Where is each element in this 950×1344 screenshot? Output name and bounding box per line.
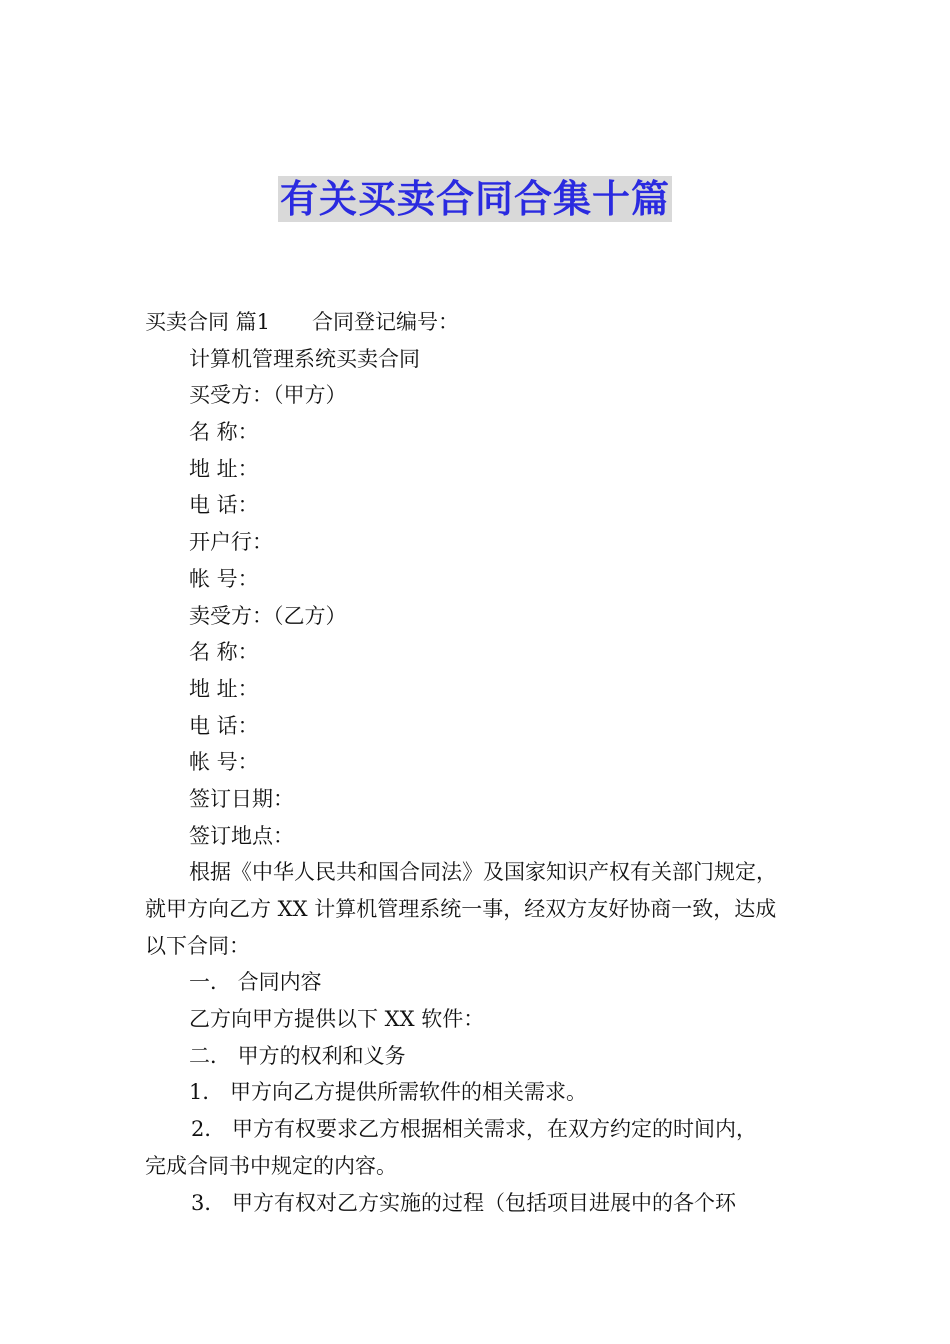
- buyer-address-field: 地 址：: [189, 456, 259, 481]
- list-item-3: 3． 甲方有权对乙方实施的过程（包括项目进展中的各个环: [191, 1190, 737, 1215]
- signing-date-field: 签订日期：: [189, 786, 294, 811]
- section-label: 买卖合同 篇1: [145, 310, 271, 334]
- section-text: 乙方向甲方提供以下 XX 软件：: [189, 1007, 485, 1032]
- buyer-name-field: 名 称：: [189, 420, 259, 445]
- seller-name-field: 名 称：: [189, 640, 259, 665]
- paragraph-line: 根据《中华人民共和国合同法》及国家知识产权有关部门规定，: [189, 860, 777, 885]
- buyer-heading: 买受方：（甲方）: [189, 383, 347, 408]
- signing-place-field: 签订地点：: [189, 823, 294, 848]
- buyer-account-field: 帐 号：: [189, 566, 259, 591]
- buyer-phone-field: 电 话：: [189, 493, 259, 518]
- paragraph-line: 就甲方向乙方 XX 计算机管理系统一事，经双方友好协商一致，达成: [145, 897, 777, 921]
- registration-number-label: 合同登记编号：: [312, 310, 460, 334]
- contract-name: 计算机管理系统买卖合同: [189, 346, 420, 371]
- header-line: [145, 304, 810, 341]
- section-heading-party-a-rights: 二． 甲方的权利和义务: [189, 1043, 406, 1068]
- title-container: [0, 176, 950, 222]
- seller-account-field: 帐 号：: [189, 750, 259, 775]
- paragraph-line: 以下合同：: [145, 933, 250, 958]
- list-item-2-continued: 完成合同书中规定的内容。: [145, 1153, 397, 1178]
- seller-phone-field: 电 话：: [189, 713, 259, 738]
- list-item-1: 1． 甲方向乙方提供所需软件的相关需求。: [189, 1080, 588, 1105]
- section-heading-contract-content: 一． 合同内容: [189, 970, 322, 995]
- seller-address-field: 地 址：: [189, 676, 259, 701]
- document-body: [145, 304, 810, 1221]
- buyer-bank-field: 开户行：: [189, 530, 273, 555]
- list-item-2: 2． 甲方有权要求乙方根据相关需求，在双方约定的时间内，: [191, 1117, 758, 1142]
- document-title: 有关买卖合同合集十篇: [279, 177, 670, 221]
- seller-heading: 卖受方：（乙方）: [189, 603, 347, 628]
